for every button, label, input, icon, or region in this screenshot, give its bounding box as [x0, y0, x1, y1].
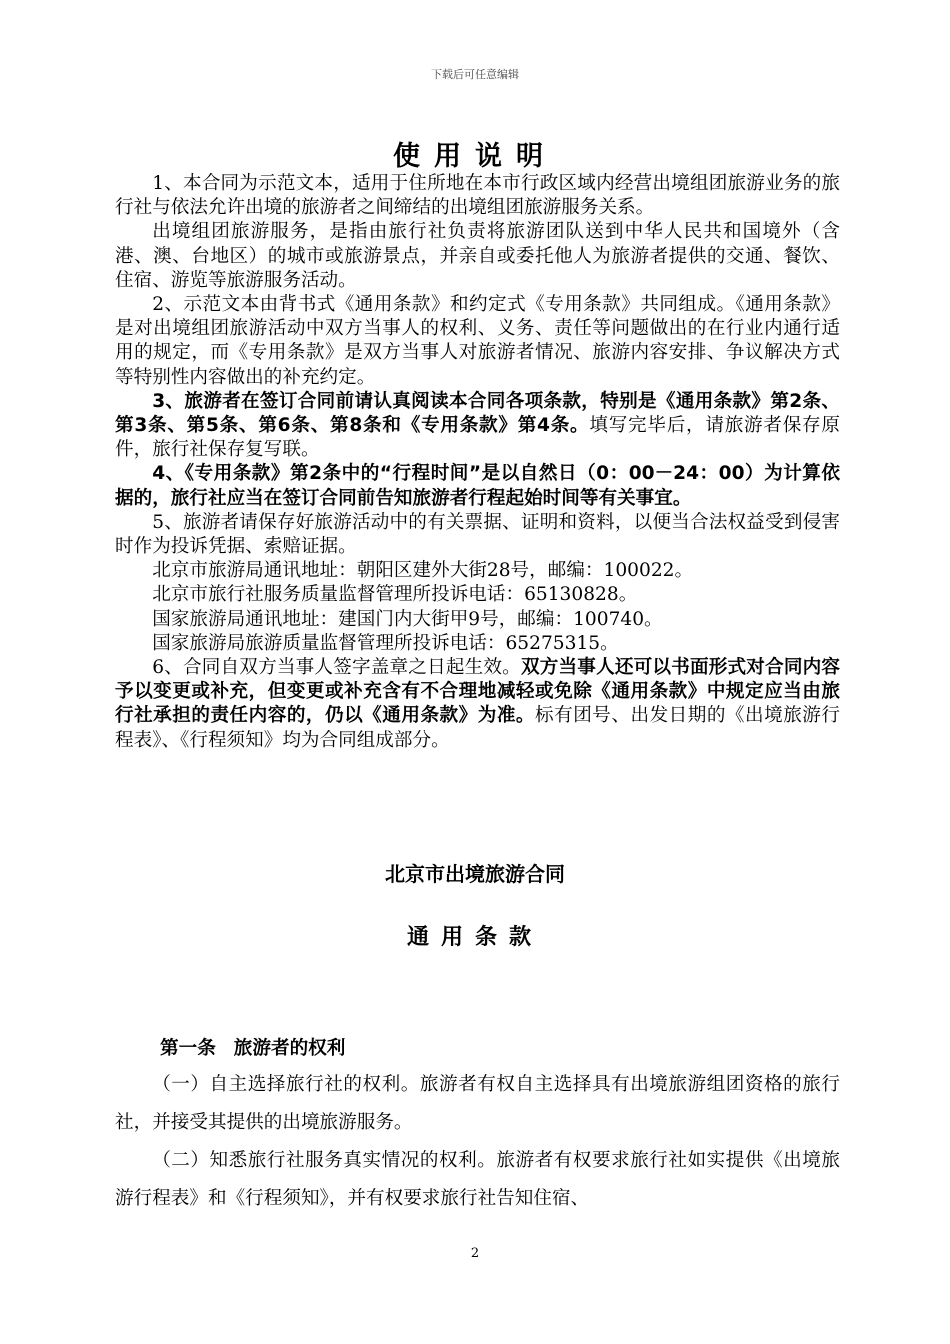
- page-number: 2: [470, 1246, 480, 1261]
- contact-line-1: 北京市旅游局通讯地址：朝阳区建外大街28号，邮编：100022。: [152, 560, 694, 582]
- instruction-7-bold: 双方当事人还可以书面形式对合同内容予以变更或补充，但变更或补充含有不合理地减轻或免除《通用条款》中规定应当由旅行社承担的责任内容的，仍以《通用条款》为准。: [115, 657, 840, 727]
- instruction-paragraph-6: 5、旅游者请保存好旅游活动中的有关票据、证明和资料，以便当合法权益受到侵害时作为投诉凭据、索赔证据。: [115, 511, 840, 558]
- instruction-paragraph-7: [115, 656, 840, 753]
- instruction-4-normal: 填写完毕后，请旅游者保存原件，旅行社保存复写联。: [115, 415, 840, 461]
- article-1-title: [160, 1034, 345, 1060]
- instruction-paragraph-1: 1、本合同为示范文本，适用于住所地在本市行政区域内经营出境组团旅游业务的旅行社与依法允许出境的旅游者之间缔结的出境组团旅游服务关系。: [115, 173, 840, 219]
- instructions-section: [115, 172, 840, 753]
- page-title: 使用说明: [393, 141, 557, 172]
- contact-line-2: 北京市旅行社服务质量监督管理所投诉电话：65130828。: [152, 584, 638, 606]
- instruction-7-normal: 6、合同自双方当事人签字盖章之日起生效。: [152, 657, 521, 679]
- article-1-item-1: （一）自主选择旅行社的权利。旅游者有权自主选择具有出境旅游组团资格的旅行社，并接受其提供的出境旅游服务。: [115, 1074, 840, 1133]
- instruction-paragraph-5: 4、《专用条款》第2条中的“行程时间”是以自然日（0：00－24：00）为计算依据的，旅行社应当在签订合同前告知旅游者行程起始时间等有关事宜。: [115, 463, 840, 509]
- instruction-paragraph-4: [115, 390, 840, 463]
- general-terms-title: 通用条款: [406, 925, 543, 950]
- contact-line-4: 国家旅游局旅游质量监督管理所投诉电话：65275315。: [152, 632, 619, 654]
- instruction-7-tail: 标有团号、出发日期的《出境旅游行程表》、《行程须知》均为合同组成部分。: [115, 705, 840, 751]
- article-1-heading: 旅游者的权利: [233, 1038, 346, 1059]
- article-1-number: 第一条: [160, 1038, 216, 1059]
- article-1-body: [115, 1066, 840, 1218]
- instruction-paragraph-2: 出境组团旅游服务，是指由旅行社负责将旅游团队送到中华人民共和国境外（含港、澳、台地区）的城市或旅游景点，并亲自或委托他人为旅游者提供的交通、餐饮、住宿、游览等旅游服务活动。: [115, 221, 840, 291]
- contract-title: 北京市出境旅游合同: [385, 862, 565, 886]
- page-header-note: 下载后可任意编辑: [431, 68, 519, 81]
- instruction-paragraph-3: 2、示范文本由背书式《通用条款》和约定式《专用条款》共同组成。《通用条款》是对出境组团旅游活动中双方当事人的权利、义务、责任等问题做出的在行业内通行适用的规定，而《专用条款》是双方当事人对旅游者情况、旅游内容安排、争议解决方式等特别性内容做出的补充约定。: [115, 294, 840, 388]
- contact-line-3: 国家旅游局通讯地址：建国门内大街甲9号，邮编：100740。: [152, 608, 663, 630]
- instruction-4-bold: 3、旅游者在签订合同前请认真阅读本合同各项条款，特别是《通用条款》第2条、第3条、第5条、第6条、第8条和《专用条款》第4条。: [115, 390, 840, 437]
- article-1-item-2: （二）知悉旅行社服务真实情况的权利。旅游者有权要求旅行社如实提供《出境旅游行程表》和《行程须知》，并有权要求旅行社告知住宿、: [115, 1150, 840, 1209]
